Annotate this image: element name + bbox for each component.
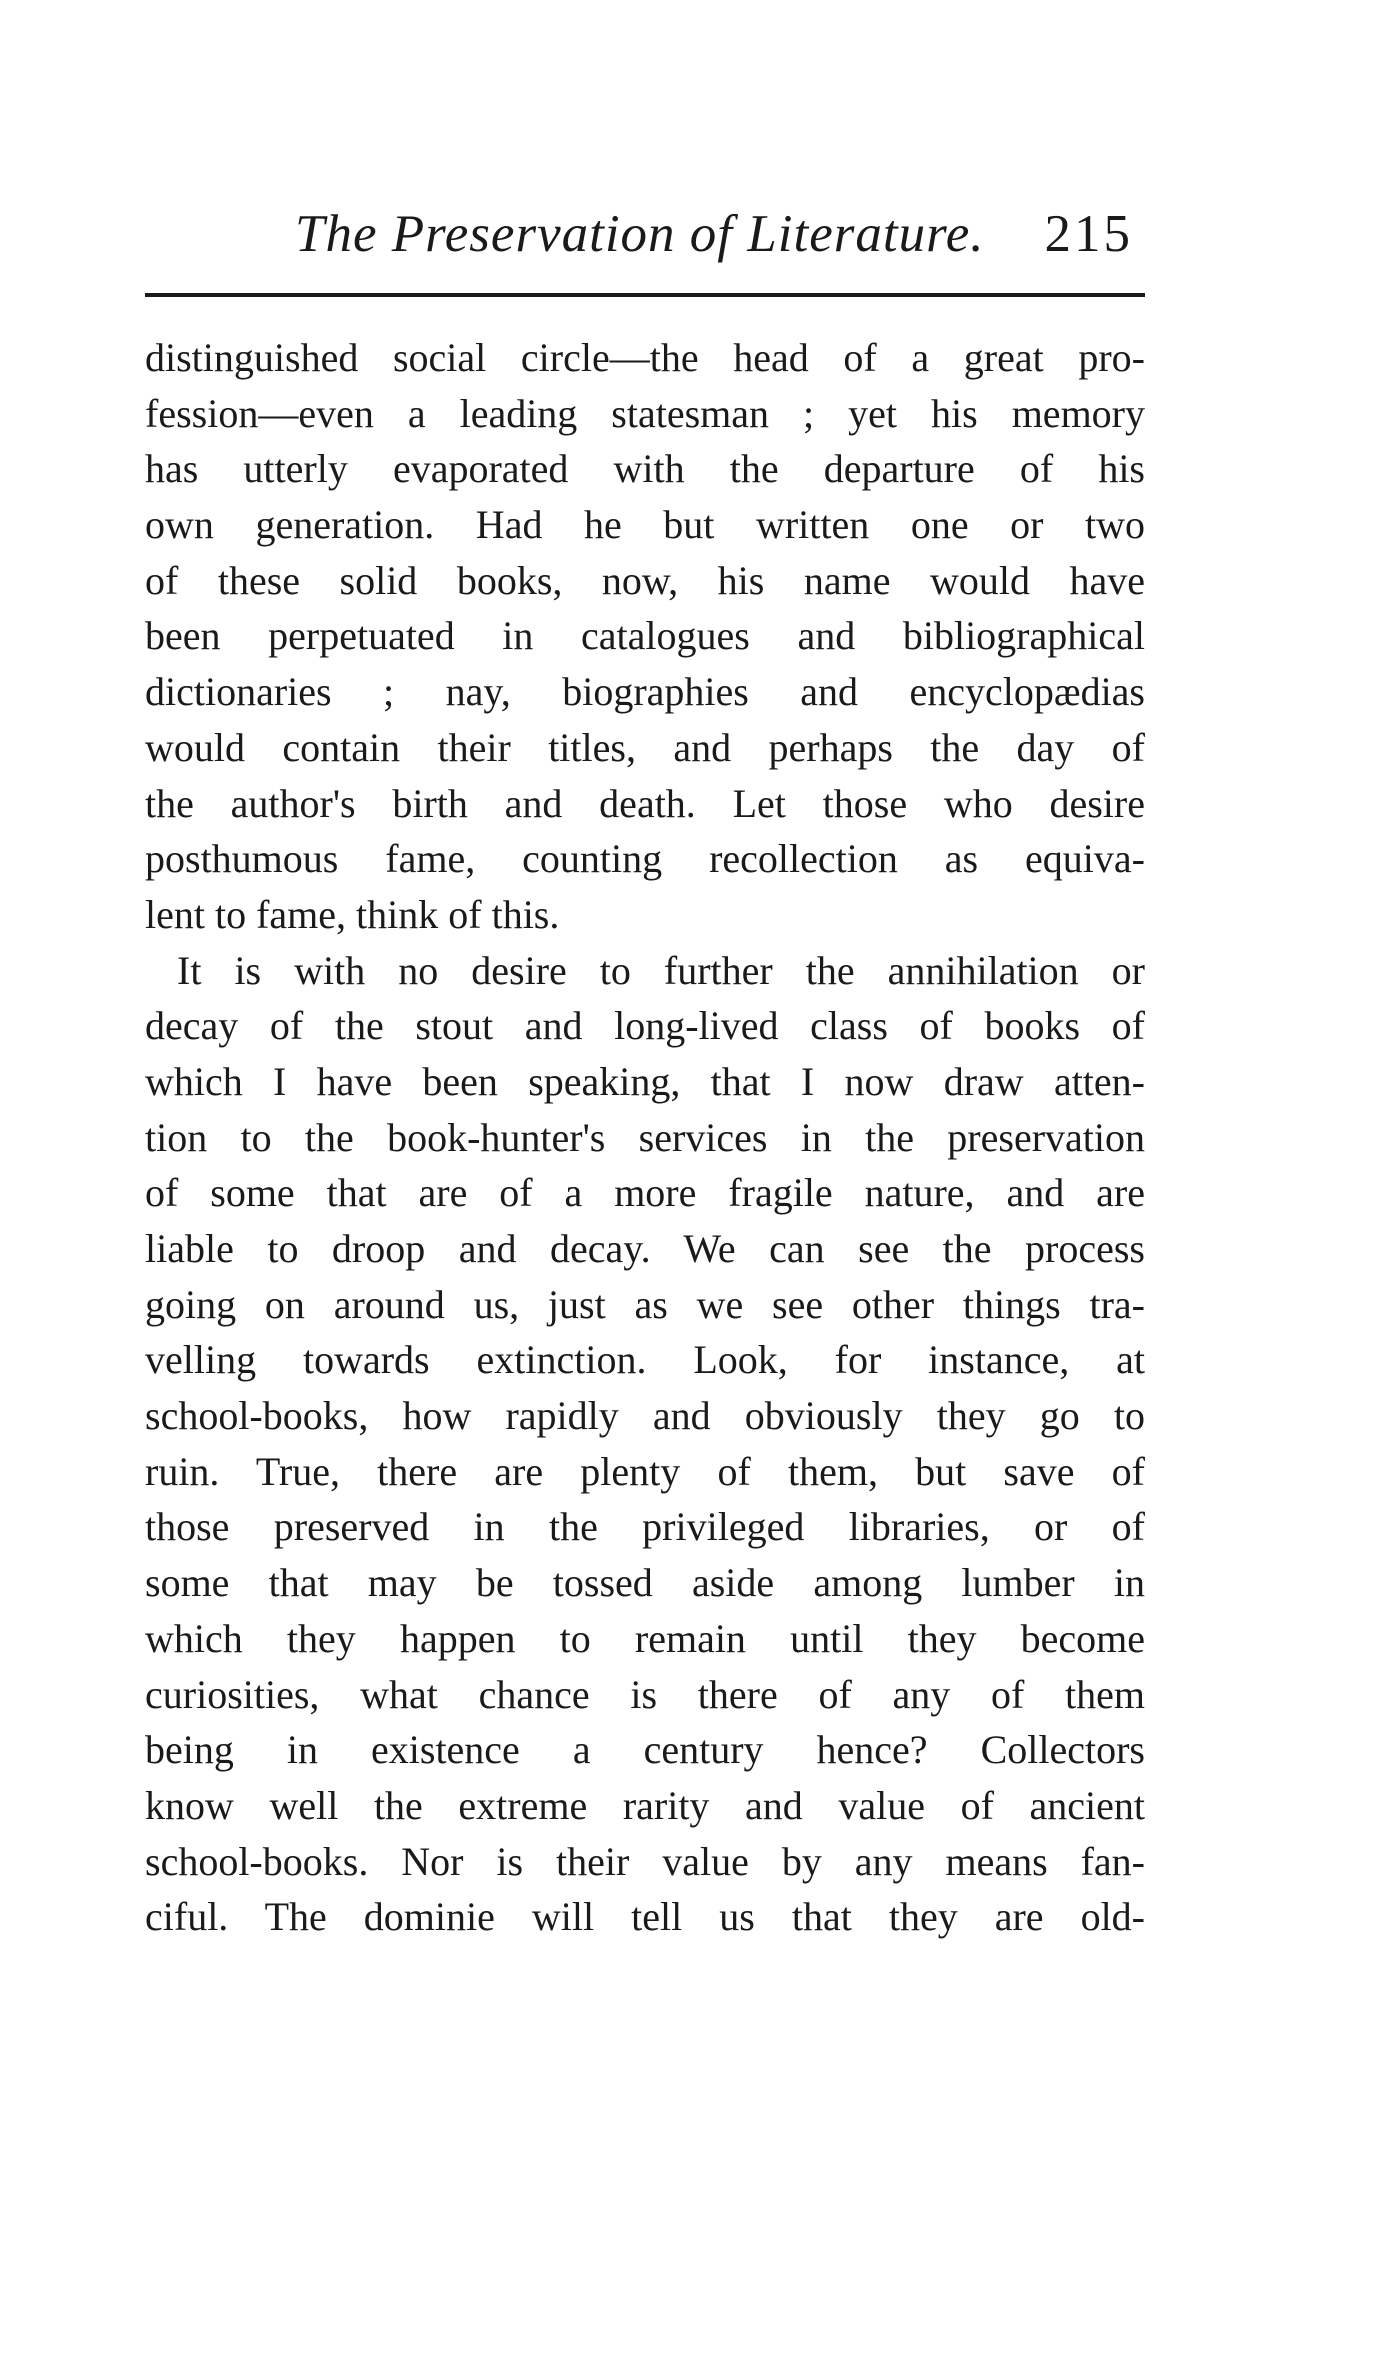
text-line: ruin. True, there are plenty of them, but save of [145,1448,1145,1494]
text-line: which I have been speaking, that I now draw atten- [145,1058,1145,1104]
text-line: decay of the stout and long-lived class of books of [145,1003,1145,1049]
running-title: The Preservation of Literature. [295,205,985,263]
text-line: lent to fame, think of this. [145,891,560,937]
paragraph-1 [145,330,1145,943]
text-line: tion to the book-hunter's services in the preservation [145,1114,1145,1160]
text-line: going on around us, just as we see other things tra- [145,1281,1145,1327]
text-line: some that may be tossed aside among lumber in [145,1560,1145,1606]
text-line: of some that are of a more fragile nature, and are [145,1170,1145,1216]
text-line: being in existence a century hence? Collectors [145,1727,1145,1773]
text-line: distinguished social circle—the head of a great pro- [145,335,1145,380]
text-line: fession—even a leading statesman ; yet his memory [145,390,1145,436]
text-line: would contain their titles, and perhaps the day of [145,724,1145,770]
text-line: velling towards extinction. Look, for instance, at [145,1337,1145,1383]
text-line: curiosities, what chance is there of any of them [145,1671,1145,1717]
text-line: posthumous fame, counting recollection as equiva- [145,836,1145,882]
text-line: liable to droop and decay. We can see the process [145,1226,1145,1271]
paragraph-2 [145,943,1145,1945]
text-line: school-books. Nor is their value by any means fan- [145,1838,1145,1884]
header-rule [145,293,1145,297]
text-line: those preserved in the privileged libraries, or of [145,1504,1145,1550]
text-line: school-books, how rapidly and obviously they go to [145,1393,1145,1439]
text-line: dictionaries ; nay, biographies and encyclopædias [145,669,1145,715]
text-line: ciful. The dominie will tell us that they are old- [145,1894,1145,1940]
body-text [145,330,1145,1945]
text-line: of these solid books, now, his name would have [145,557,1145,603]
text-line: know well the extreme rarity and value of ancient [145,1782,1145,1828]
running-head [145,200,1145,270]
text-line: the author's birth and death. Let those who desire [145,780,1145,826]
text-line: which they happen to remain until they become [145,1615,1145,1661]
text-line: own generation. Had he but written one or two [145,502,1145,548]
text-line: been perpetuated in catalogues and bibliographical [145,613,1145,659]
page-number: 215 [1044,205,1133,263]
text-line: has utterly evaporated with the departure of his [145,446,1145,492]
text-line: It is with no desire to further the annihilation or [177,947,1145,993]
